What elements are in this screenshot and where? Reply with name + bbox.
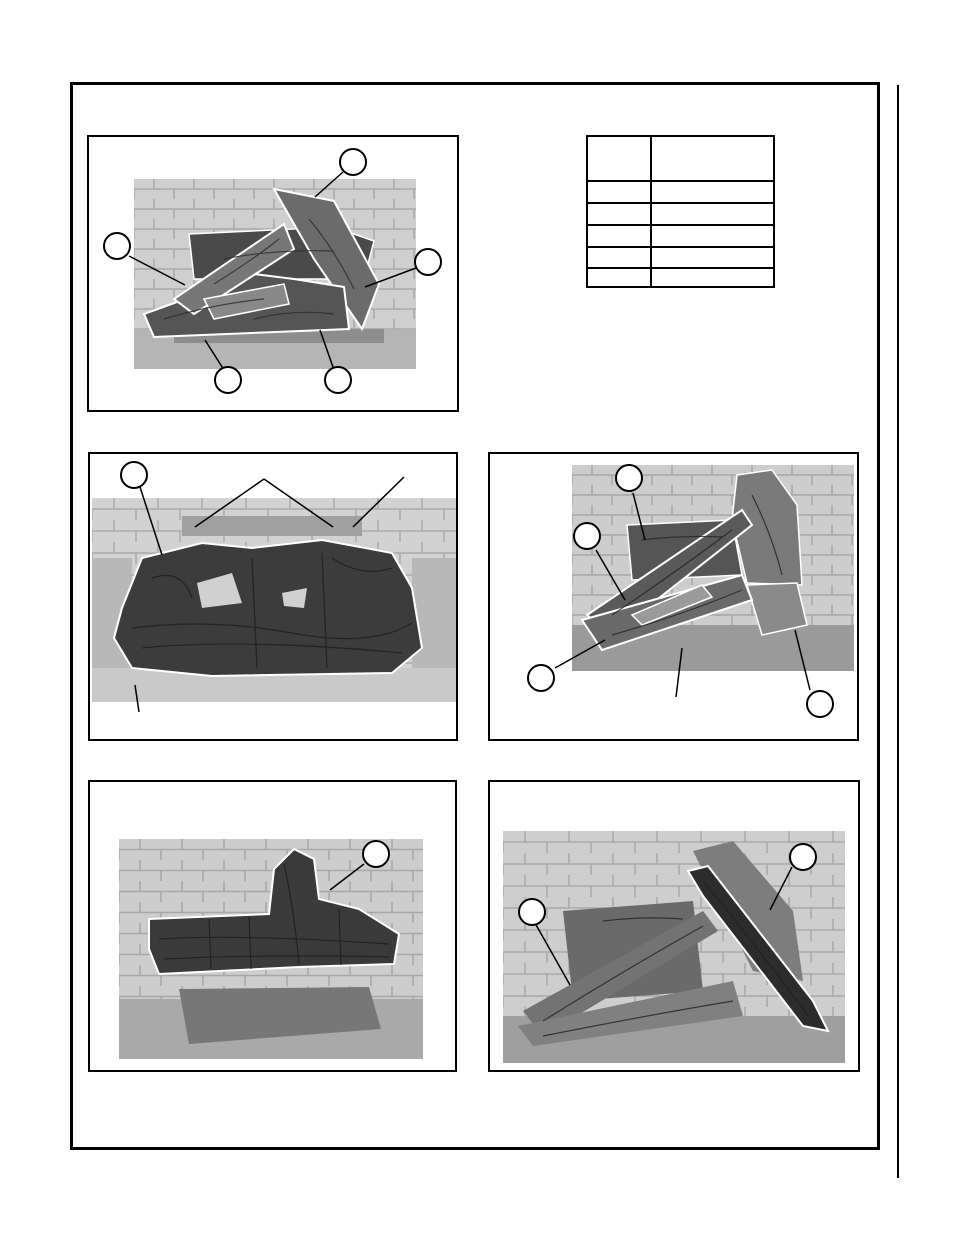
figure-1-callout — [339, 148, 367, 176]
table-column-divider — [650, 137, 652, 286]
figure-1-box — [87, 135, 459, 412]
table-row — [588, 224, 773, 226]
table-row — [588, 267, 773, 269]
table-row — [588, 246, 773, 248]
parts-table — [586, 135, 775, 288]
figure-1-photo — [134, 179, 416, 369]
figure-4-box — [88, 780, 457, 1072]
table-row — [588, 202, 773, 204]
figure-3-callout — [573, 522, 601, 550]
figure-3-callout — [527, 664, 555, 692]
figure-1-callout — [324, 366, 352, 394]
table-row — [588, 180, 773, 182]
figure-1-callout — [214, 366, 242, 394]
figure-2-callout — [120, 461, 148, 489]
figure-4-callout — [362, 840, 390, 868]
figure-2-photo — [92, 498, 456, 702]
figure-5-box — [488, 780, 860, 1072]
figure-5-callout — [518, 898, 546, 926]
figure-1-callout — [414, 248, 442, 276]
figure-3-box — [488, 452, 859, 741]
figure-5-callout — [789, 843, 817, 871]
figure-1-callout — [103, 232, 131, 260]
figure-3-photo — [572, 465, 854, 671]
figure-4-photo — [119, 839, 423, 1059]
figure-3-callout — [806, 690, 834, 718]
figure-2-box — [88, 452, 458, 741]
right-margin-rule — [897, 85, 899, 1178]
figure-3-callout — [615, 464, 643, 492]
